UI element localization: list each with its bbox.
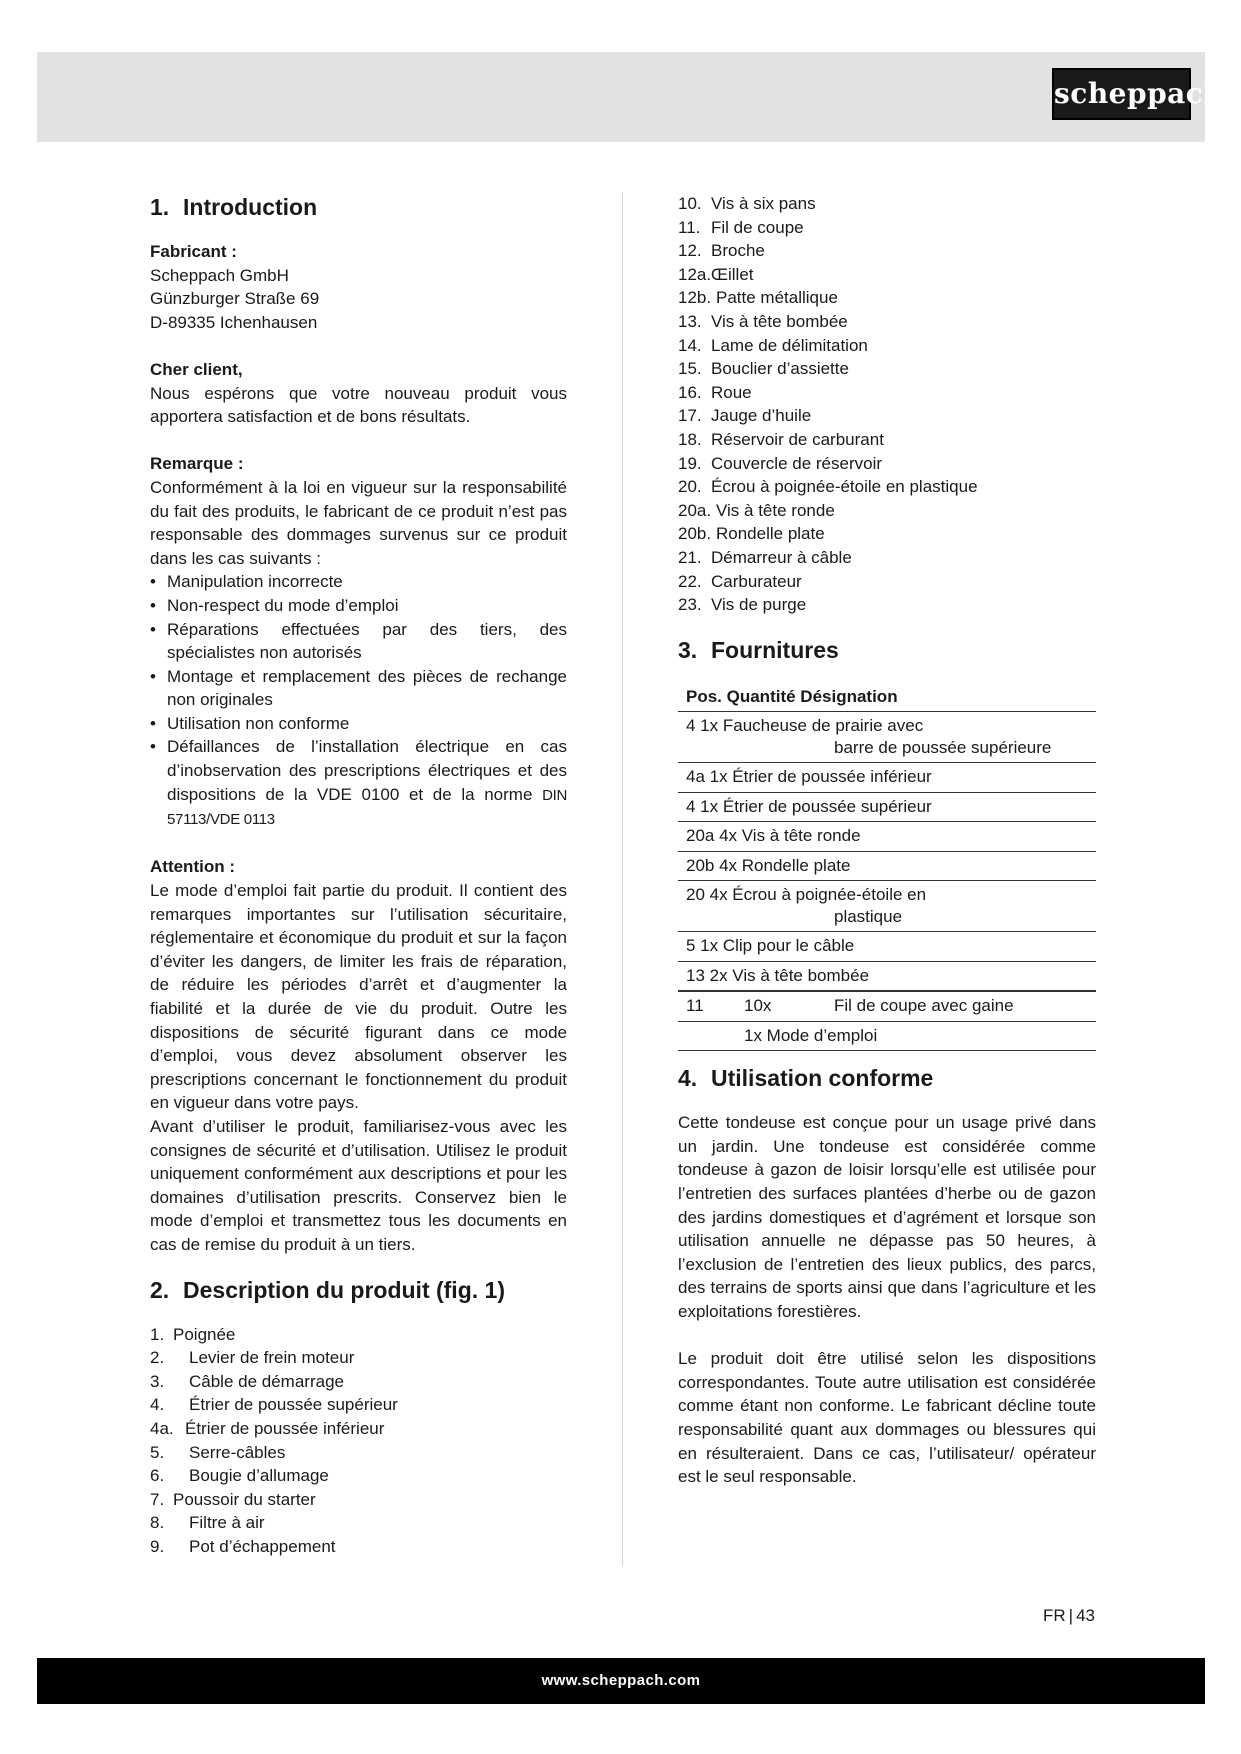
attention-block bbox=[150, 855, 567, 1256]
table-row: 11 10x Fil de coupe avec gaine bbox=[678, 991, 1096, 1021]
table-row: 20 4x Écrou à poignée-étoile en plastique bbox=[678, 881, 1096, 932]
list-item: 4. Étrier de poussée supérieur bbox=[150, 1395, 398, 1415]
list-item: 12b. Patte métallique bbox=[678, 288, 838, 308]
list-item: 16. Roue bbox=[678, 382, 752, 402]
liability-list bbox=[150, 570, 567, 832]
table-row: 5 1x Clip pour le câble bbox=[678, 932, 1096, 962]
manufacturer-label: Fabricant : bbox=[150, 242, 237, 261]
manufacturer-line: D-89335 Ichenhausen bbox=[150, 312, 318, 332]
list-item: 14. Lame de délimitation bbox=[678, 335, 868, 355]
list-item: 7. Poussoir du starter bbox=[150, 1489, 316, 1509]
list-item: 20. Écrou à poignée-étoile en plastique bbox=[678, 477, 978, 497]
list-item: 20b. Rondelle plate bbox=[678, 524, 825, 544]
table-row: 13 2x Vis à tête bombée bbox=[678, 961, 1096, 991]
page-header bbox=[37, 52, 1225, 142]
list-item: • Non-respect du mode d’emploi bbox=[150, 594, 567, 618]
dear-customer-label: Cher client, bbox=[150, 359, 243, 379]
page-footer bbox=[37, 1658, 1205, 1704]
manufacturer-line: Scheppach GmbH bbox=[150, 265, 289, 285]
parts-list bbox=[150, 1323, 567, 1559]
list-item: 23. Vis de purge bbox=[678, 595, 807, 615]
list-item: 18. Réservoir de carburant bbox=[678, 429, 884, 449]
list-item: 12. Broche bbox=[678, 241, 765, 261]
dear-customer-text: Nous espérons que votre nouveau produit vous apportera satisfaction et de bons résultats. bbox=[150, 383, 567, 427]
list-item: • Manipulation incorrecte bbox=[150, 570, 567, 594]
website-link[interactable]: www.scheppach.com bbox=[541, 1672, 701, 1689]
intended-use-text: Le produit doit être utilisé selon les dispositions correspondantes. Toute autre utilisation est considérée comme étant non conforme. Le fabricant décline toute responsabilité quant aux dommages ou blessures qui en résulteraient. Dans ce cas, l’utilisateur/ opérateur est le seul responsable. bbox=[678, 1349, 1096, 1487]
note-label: Remarque : bbox=[150, 454, 244, 474]
list-item: 19. Couvercle de réservoir bbox=[678, 453, 883, 473]
list-item: 5. Serre-câbles bbox=[150, 1442, 286, 1462]
column-divider bbox=[622, 192, 623, 1567]
supplies-table bbox=[678, 683, 1096, 1052]
right-column bbox=[678, 192, 1096, 1489]
list-item: 21. Démarreur à câble bbox=[678, 547, 852, 567]
list-item: • Réparations effectuées par des tiers, des spécialistes non autorisés bbox=[150, 618, 567, 665]
section-heading-description: 2. Description du produit (fig. 1) bbox=[150, 1276, 505, 1303]
dear-customer-block bbox=[150, 358, 567, 429]
list-item: 1. Poignée bbox=[150, 1324, 236, 1344]
manufacturer-line: Günzburger Straße 69 bbox=[150, 289, 320, 309]
list-item: 6. Bougie d’allumage bbox=[150, 1466, 329, 1486]
norm-reference: DIN 57113/VDE 0113 bbox=[167, 786, 567, 829]
list-item: 20a. Vis à tête ronde bbox=[678, 500, 835, 520]
note-text: Conformément à la loi en vigueur sur la responsabilité du fait des produits, le fabricant de ce produit n’est pas responsable des dommages survenus sur ce produit dans les cas suivants : bbox=[150, 477, 567, 568]
list-item: 4a. Étrier de poussée inférieur bbox=[150, 1418, 385, 1438]
list-item: • Montage et remplacement des pièces de rechange non originales bbox=[150, 665, 567, 712]
section-heading-supplies: 3. Fournitures bbox=[678, 636, 839, 663]
list-item: 13. Vis à tête bombée bbox=[678, 311, 848, 331]
list-item: • Défaillances de l’installation électrique en cas d’inobservation des prescriptions électriques et des dispositions de la VDE 0100 et de la norme DIN 57113/VDE 0113 bbox=[150, 735, 567, 831]
list-item: 9. Pot d’échappement bbox=[150, 1536, 336, 1556]
attention-text: Le mode d’emploi fait partie du produit. Il contient des remarques importantes sur l’utilisation sécuritaire, réglementaire et économique du produit et sur la façon d’éviter les dangers, de limiter les frais de réparation, de réduire les périodes d’arrêt et d’augmenter la fiabilité et la durée de vie du produit. Outre les dispositions de sécurité figurant dans ce mode d’emploi, vous devez absolument observer les prescriptions concernant le fonctionnement du produit en vigueur dans votre pays. bbox=[150, 881, 567, 1113]
table-header: Pos. Quantité Désignation bbox=[678, 683, 1096, 712]
intended-use-text: Cette tondeuse est conçue pour un usage privé dans un jardin. Une tondeuse est considérée comme tondeuse à gazon de loisir lorsqu’elle est utilisée pour l’entretien des surfaces plantées d’herbe ou de gazon des jardins domestiques et d’agrément et lorsque son utilisation annuelle ne dépasse pas 50 heures, à l’exclusion de l’entretien des lieux publics, des parcs, des terrains de sports ainsi que dans l’agriculture et les exploitations forestières. bbox=[678, 1113, 1096, 1321]
section-heading-introduction: 1. Introduction bbox=[150, 194, 318, 220]
table-row: 1x Mode d’emploi bbox=[678, 1021, 1096, 1051]
page-number: FR | 43 bbox=[1042, 1606, 1095, 1625]
attention-label: Attention : bbox=[150, 857, 235, 877]
manufacturer-block bbox=[150, 240, 567, 334]
table-row: 20b 4x Rondelle plate bbox=[678, 851, 1096, 881]
list-item: 22. Carburateur bbox=[678, 571, 802, 591]
list-item: • Utilisation non conforme bbox=[150, 712, 567, 736]
table-header-row bbox=[678, 683, 1096, 712]
list-item: 2. Levier de frein moteur bbox=[150, 1348, 355, 1368]
note-block bbox=[150, 452, 567, 832]
scheppach-logo: scheppach bbox=[1052, 68, 1191, 120]
list-item: 3. Câble de démarrage bbox=[150, 1371, 344, 1391]
list-item: 17. Jauge d’huile bbox=[678, 406, 812, 426]
parts-list-continued bbox=[678, 192, 1096, 617]
left-column bbox=[150, 192, 567, 1558]
table-row: 4a 1x Étrier de poussée inférieur bbox=[678, 763, 1096, 793]
table-row: 4 1x Étrier de poussée supérieur bbox=[678, 792, 1096, 822]
table-row: 4 1x Faucheuse de prairie avec barre de poussée supérieure bbox=[678, 712, 1096, 763]
attention-text: Avant d’utiliser le produit, familiarisez-vous avec les consignes de sécurité et d’utilisation. Utilisez le produit uniquement conformément aux descriptions et pour les domaines d’utilisation prescrits. Conservez bien le mode d’emploi et transmettez tous les documents en cas de remise du produit à un tiers. bbox=[150, 1116, 567, 1254]
list-item: 8. Filtre à air bbox=[150, 1513, 265, 1533]
list-item: 12a. Œillet bbox=[678, 264, 754, 284]
list-item: 15. Bouclier d’assiette bbox=[678, 359, 849, 379]
section-heading-intended-use: 4. Utilisation conforme bbox=[678, 1065, 934, 1092]
list-item: 10. Vis à six pans bbox=[678, 194, 816, 213]
table-row: 20a 4x Vis à tête ronde bbox=[678, 822, 1096, 852]
list-item: 11. Fil de coupe bbox=[678, 217, 804, 237]
